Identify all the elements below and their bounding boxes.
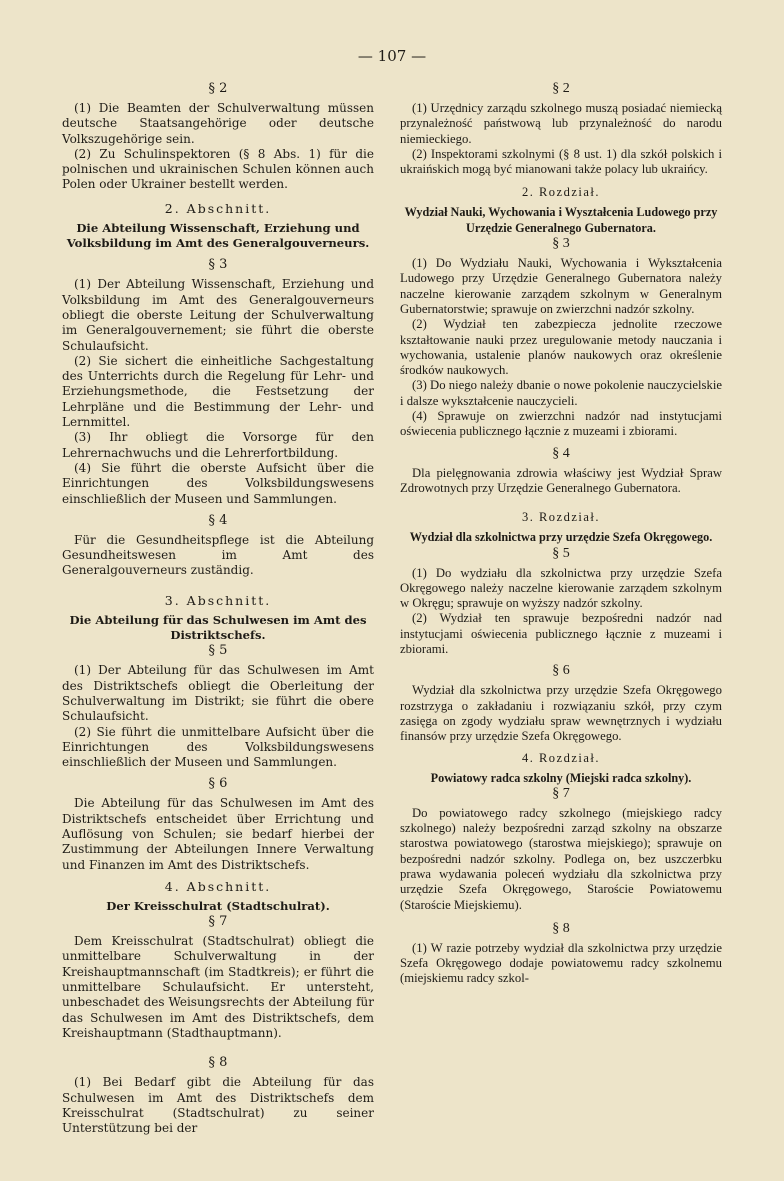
de-paragraph: (2) Sie führt die unmittelbare Aufsicht über die Einrichtungen des Volksbildungswesens einschließlich der Museen und Sammlungen. (62, 724, 374, 770)
pl-section-number: § 3 (552, 236, 570, 252)
pl-chapter-number: 3. Rozdział. (521, 510, 601, 525)
page-number: — 107 — (357, 47, 427, 65)
pl-paragraph: (1) Do Wydziału Nauki, Wychowania i Wykształcenia Ludowego przy Urzędzie Generalnego Gubernatora należy naczelne kierowanie zarządem szkolnym w Generalnym Gubernatorstwie; sprawuje on zwierzchni nadzór szkolny. (400, 256, 722, 316)
pl-paragraph: (2) Inspektorami szkolnymi (§ 8 ust. 1) dla szkół polskich i ukraińskich mogą być mianowani także polacy lub ukraińcy. (400, 146, 722, 177)
spacer (62, 579, 374, 593)
de-section-number: § 5 (208, 643, 228, 659)
pl-paragraph: (2) Wydział ten zabezpiecza jednolite rzeczowe kształtowanie nauki przez uregulowanie metody nauczania i wychowania, ustalenie planów naukowych oraz określenie środków naukowych. (400, 317, 722, 378)
pl-section-number: § 4 (552, 445, 570, 461)
pl-section-number: § 5 (552, 545, 570, 561)
de-paragraph: Für die Gesundheitspflege ist die Abteilung Gesundheitswesen im Amt des Generalgouverneurs zuständig. (62, 532, 374, 578)
de-paragraph: Die Abteilung für das Schulwesen im Amt des Distriktschefs entscheidet über Errichtung und Auflösung von Schulen; sie bedarf hierbei der Zustimmung der Abteilungen Innere Verwaltung und Finanzen im Amt des Distriktschefs. (62, 796, 374, 872)
pl-section-number: § 8 (552, 920, 570, 936)
pl-chapter-title: Wydział dla szkolnictwa przy urzędzie Szefa Okręgowego. (409, 530, 713, 545)
de-paragraph: Dem Kreisschulrat (Stadtschulrat) obliegt die unmittelbare Schulverwaltung in der Kreishauptmannschaft (im Stadtkreis); er führt die unmittelbare Schulaufsicht. Er untersteht, unbeschadet des Weisungsrechts der Abteilung für das Schulwesen im Amt des Distriktschefs, dem Kreishauptmann (Stadthauptmann). (62, 934, 374, 1040)
de-chapter-title: Der Kreisschulrat (Stadtschulrat). (106, 898, 330, 913)
de-paragraph: (3) Ihr obliegt die Vorsorge für den Lehrernachwuchs und die Lehrerfortbildung. (62, 430, 374, 460)
german-column (62, 81, 374, 1136)
pl-chapter-number: 2. Rozdział. (521, 185, 601, 200)
de-chapter-number: 2. Abschnitt. (164, 200, 272, 216)
pl-paragraph: (2) Wydział ten sprawuje bezpośredni nadzór nad instytucjami oświecenia publicznego łącznie z muzeami i zbiorami. (400, 611, 722, 657)
pl-paragraph: Wydział dla szkolnictwa przy urzędzie Szefa Okręgowego rozstrzyga o zakładaniu i rozwiązaniu szkół, przy czym zasięga on zgody wydziału spraw wewnętrznych i wydziału finansów przy urzędzie Szefa Okręgowego. (400, 683, 722, 744)
polish-column (400, 81, 722, 987)
de-section-number: § 4 (208, 512, 228, 528)
de-paragraph: (1) Der Abteilung für das Schulwesen im Amt des Distriktschefs obliegt die Oberleitung der Schulverwaltung im Distrikt; sie führt die obere Schulaufsicht. (62, 663, 374, 724)
spacer (400, 913, 722, 921)
pl-section-number: § 7 (552, 785, 570, 801)
de-section-number: § 3 (208, 257, 228, 273)
de-paragraph: (1) Der Abteilung Wissenschaft, Erziehung und Volksbildung im Amt des Generalgouverneurs obliegt die oberste Leitung der Schulverwaltung im Generalgouvernement; sie führt die oberste Schulaufsicht. (62, 277, 374, 353)
de-chapter-title: Die Abteilung Wissenschaft, Erziehung und Volksbildung im Amt des Generalgouverneurs. (66, 220, 370, 251)
pl-chapter-number: 4. Rozdział. (521, 750, 601, 765)
pl-paragraph: (3) Do niego należy dbanie o nowe pokolenie nauczycielskie i dalsze wykształcenie nauczycieli. (400, 378, 722, 408)
pl-section-number: § 6 (552, 663, 570, 679)
de-paragraph: (4) Sie führt die oberste Aufsicht über die Einrichtungen des Volksbildungswesens einschließlich der Museen und Sammlungen. (62, 460, 374, 506)
spacer (62, 1041, 374, 1055)
pl-paragraph: (4) Sprawuje on zwierzchni nadzór nad instytucjami oświecenia publicznego łącznie z muzeami i zbiorami. (400, 409, 722, 439)
pl-section-number: § 2 (552, 81, 570, 96)
de-section-number: § 2 (208, 81, 228, 96)
pl-paragraph: (1) Urzędnicy zarządu szkolnego muszą posiadać niemiecką przynależność państwową lub przynależność do narodu niemieckiego. (400, 101, 722, 146)
spacer (400, 177, 722, 185)
spacer (62, 193, 374, 201)
pl-chapter-title: Powiatowy radca szkolny (Miejski radca szkolny). (430, 770, 692, 785)
de-chapter-number: 3. Abschnitt. (164, 592, 272, 608)
de-paragraph: (1) Die Beamten der Schulverwaltung müssen deutsche Staatsangehörige oder deutsche Volkszugehörige sein. (62, 101, 374, 146)
de-paragraph: (2) Sie sichert die einheitliche Sachgestaltung des Unterrichts durch die Regelung für Lehr- und Erziehungsmethode, die Festsetzung der Lehrpläne und die Bestimmung der Lehr- und Lernmittel. (62, 353, 374, 430)
de-section-number: § 7 (208, 914, 228, 930)
pl-paragraph: (1) Do wydziału dla szkolnictwa przy urzędzie Szefa Okręgowego należy naczelne kierowanie zarządem szkolnym w Okręgu; sprawuje on wyższy nadzór szkolny. (400, 565, 722, 611)
de-section-number: § 8 (208, 1055, 228, 1071)
de-section-number: § 6 (208, 776, 228, 792)
de-chapter-number: 4. Abschnitt. (164, 878, 272, 894)
pl-paragraph: Dla pielęgnowania zdrowia właściwy jest Wydział Spraw Zdrowotnych przy Urzędzie Generalnego Gubernatora. (400, 465, 722, 495)
pl-chapter-title: Wydział Nauki, Wychowania i Wyształcenia Ludowego przy Urzędzie Generalnego Gubernatora. (404, 205, 718, 235)
de-paragraph: (1) Bei Bedarf gibt die Abteilung für das Schulwesen im Amt des Distriktschefs dem Kreisschulrat (Stadtschulrat) zu seiner Unterstützung bei der (62, 1075, 374, 1136)
spacer (400, 496, 722, 510)
pl-paragraph: Do powiatowego radcy szkolnego (miejskiego radcy szkolnego) należy bezpośredni zarząd szkolny na obszarze starostwa powiatowego (starostwa miejskiego); sprawuje on bezpośredni nadzór szkolny. Podlega on, bez uszczerbku prawa wydawania poleceń wydziału dla szkolnictwa przy urzędzie Szefa Okręgowego, Staroście Powiatowemu (Staroście Miejskiemu). (400, 805, 722, 912)
pl-paragraph: (1) W razie potrzeby wydział dla szkolnictwa przy urzędzie Szefa Okręgowego dodaje powiatowemu radcy szkolnemu (miejskiemu radcy szkol- (400, 940, 722, 986)
de-chapter-title: Die Abteilung für das Schulwesen im Amt des Distriktschefs. (69, 612, 367, 643)
de-paragraph: (2) Zu Schulinspektoren (§ 8 Abs. 1) für die polnischen und ukrainischen Schulen können auch Polen oder Ukrainer bestellt werden. (62, 146, 374, 192)
